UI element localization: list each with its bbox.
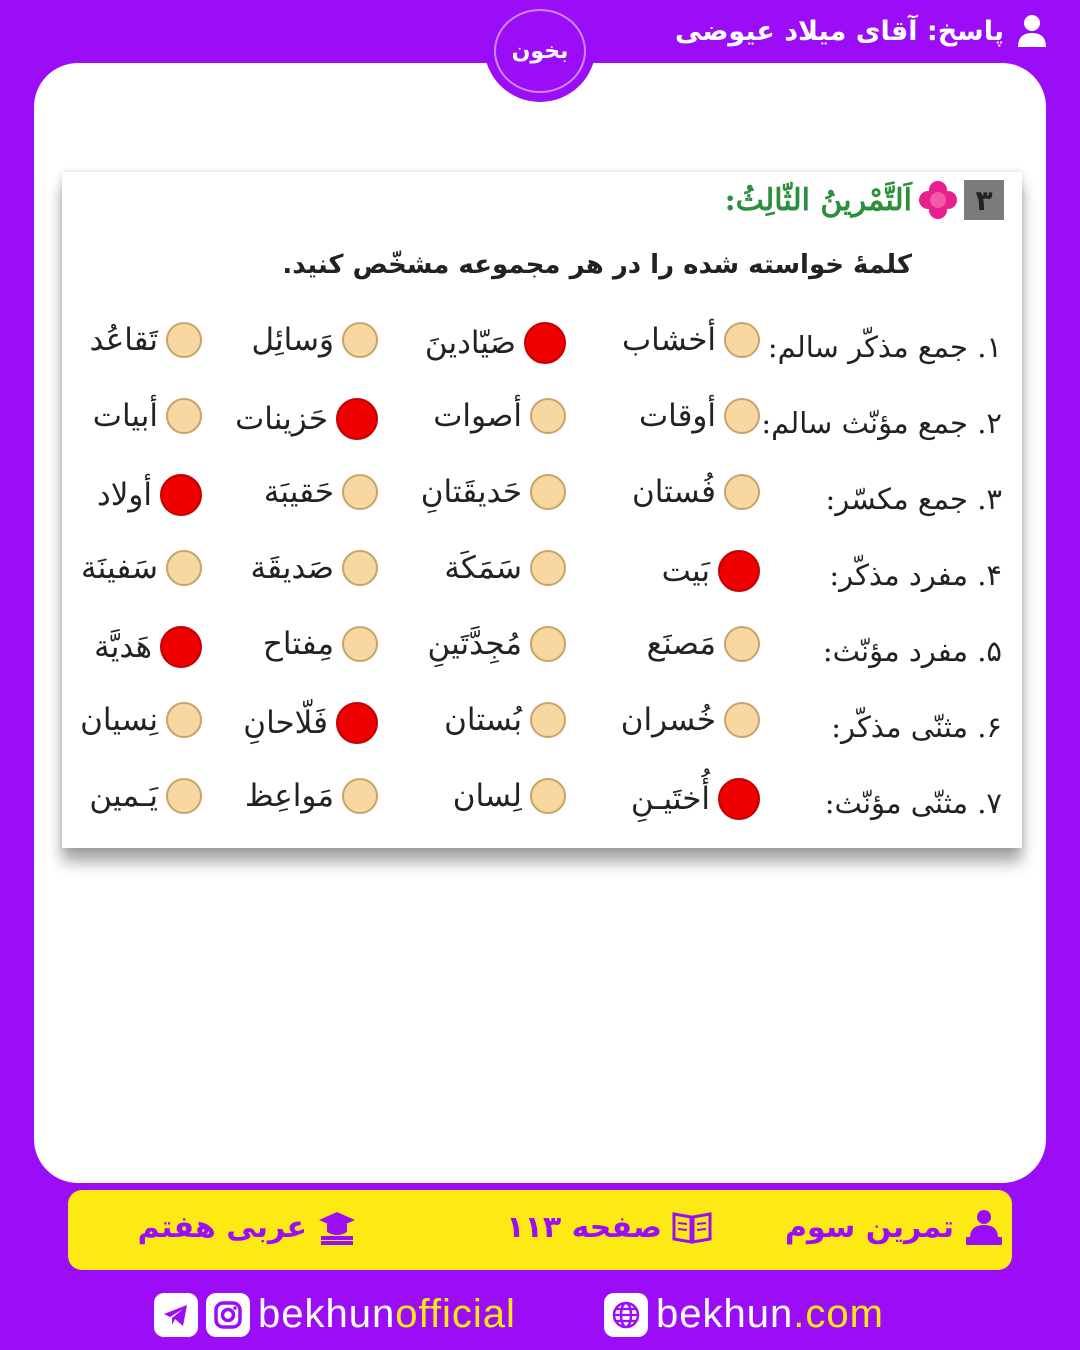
row-label: ۱. جمع مذکّر سالم:	[767, 330, 1002, 364]
radio-unselected[interactable]	[724, 474, 760, 510]
option-text: بُستان	[444, 702, 522, 738]
answer-option[interactable]	[263, 626, 378, 662]
user-icon	[1016, 14, 1048, 48]
social-handle-text: bekhunofficial	[258, 1292, 516, 1336]
option-text: وَسائِل	[251, 322, 334, 358]
option-text: حَزینات	[235, 401, 328, 437]
radio-unselected[interactable]	[342, 322, 378, 358]
option-text: لِسان	[452, 778, 522, 814]
row-label: ۳. جمع مکسّر:	[825, 482, 1002, 516]
radio-unselected[interactable]	[166, 550, 202, 586]
logo	[494, 9, 586, 93]
option-text: أُختَیـنِ	[630, 781, 710, 817]
answer-option[interactable]	[252, 322, 379, 358]
radio-unselected[interactable]	[724, 322, 760, 358]
graduation-icon	[317, 1208, 357, 1246]
answer-option[interactable]	[264, 474, 378, 510]
radio-unselected[interactable]	[530, 626, 566, 662]
radio-unselected[interactable]	[724, 702, 760, 738]
instruction: کلمهٔ خواسته شده را در هر مجموعه مشخّص کنید.	[282, 250, 912, 280]
radio-selected[interactable]	[718, 550, 760, 592]
author-text: پاسخ: آقای میلاد عیوضی	[675, 15, 1004, 47]
radio-unselected[interactable]	[166, 702, 202, 738]
website-link[interactable]	[604, 1292, 884, 1337]
option-text: فَلّاحانِ	[243, 705, 328, 741]
globe-icon	[604, 1293, 648, 1337]
row-label: ۴. مفرد مذکّر:	[829, 558, 1002, 592]
exercise-row	[62, 474, 1022, 534]
option-text: تَقاعُد	[89, 322, 158, 358]
author-line	[675, 14, 1048, 48]
option-text: خُسران	[620, 702, 716, 738]
option-text: حَقیبَة	[263, 474, 334, 510]
exercise-row	[62, 626, 1022, 686]
info-subject-text: عربی هفتم	[137, 1209, 307, 1245]
teacher-icon	[964, 1208, 1004, 1246]
radio-selected[interactable]	[718, 778, 760, 820]
answer-option[interactable]	[81, 550, 202, 586]
option-text: مُجِدَّتَینِ	[427, 626, 522, 662]
logo-text: بخون	[511, 38, 569, 64]
instagram-icon[interactable]	[206, 1293, 250, 1337]
exercise-heading	[725, 180, 1004, 220]
exercise-row	[62, 778, 1022, 838]
answer-option[interactable]	[89, 778, 202, 814]
exercise-title: اَلتَّمْرینُ الثّالِثُ:	[724, 182, 912, 218]
option-text: نِسیان	[80, 702, 158, 738]
answer-option[interactable]	[647, 626, 760, 662]
info-page	[506, 1208, 712, 1246]
row-label: ۵. مفرد مؤنّث:	[822, 634, 1002, 668]
radio-unselected[interactable]	[530, 702, 566, 738]
radio-unselected[interactable]	[342, 550, 378, 586]
answer-option[interactable]	[621, 702, 760, 738]
exercise-number: ۳	[964, 180, 1004, 220]
option-text: سَفینَة	[81, 550, 158, 586]
option-text: سَمَکَة	[444, 550, 522, 586]
option-text: أبیات	[92, 398, 158, 434]
info-exercise-text: تمرین سوم	[784, 1209, 954, 1245]
answer-option[interactable]	[250, 550, 378, 586]
option-text: فُستان	[631, 474, 716, 510]
radio-unselected[interactable]	[530, 778, 566, 814]
radio-unselected[interactable]	[166, 778, 202, 814]
answer-option[interactable]	[94, 626, 202, 668]
answer-option[interactable]	[97, 474, 202, 516]
radio-selected[interactable]	[524, 322, 566, 364]
answer-option[interactable]	[235, 398, 378, 440]
option-text: یَـمین	[89, 778, 158, 814]
social-handle[interactable]	[154, 1292, 516, 1337]
answer-option[interactable]	[433, 398, 566, 434]
row-label: ۶. مثنّی مذکّر:	[831, 710, 1002, 744]
info-bar	[68, 1190, 1012, 1270]
option-text: مَصنَع	[646, 626, 716, 662]
radio-unselected[interactable]	[530, 398, 566, 434]
exercise-row	[62, 398, 1022, 458]
option-text: أوقات	[638, 398, 716, 434]
answer-option[interactable]	[444, 550, 566, 586]
answer-option[interactable]	[444, 702, 566, 738]
answer-option[interactable]	[662, 550, 760, 592]
exercise-row	[62, 322, 1022, 382]
answer-option[interactable]	[631, 778, 760, 820]
info-subject	[138, 1208, 357, 1246]
info-page-text: صفحه ۱۱۳	[506, 1209, 662, 1245]
info-exercise	[785, 1208, 1004, 1246]
option-text: هَدیَّة	[94, 629, 152, 665]
answer-option[interactable]	[622, 322, 760, 358]
exercise-sheet	[62, 172, 1022, 848]
option-text: أولاد	[96, 477, 152, 513]
radio-unselected[interactable]	[342, 778, 378, 814]
option-text: بَیت	[661, 553, 710, 589]
website-text: bekhun.com	[656, 1292, 884, 1336]
option-text: أصوات	[433, 398, 522, 434]
option-text: حَدیقَتانِ	[420, 474, 522, 510]
radio-unselected[interactable]	[166, 398, 202, 434]
exercise-row	[62, 702, 1022, 762]
radio-unselected[interactable]	[342, 474, 378, 510]
row-label: ۲. جمع مؤنّث سالم:	[761, 406, 1002, 440]
answer-option[interactable]	[632, 474, 760, 510]
answer-option[interactable]	[89, 322, 202, 358]
footer	[0, 1288, 1080, 1348]
answer-option[interactable]	[243, 702, 378, 744]
option-text: مِفتاح	[262, 626, 334, 662]
radio-unselected[interactable]	[724, 398, 760, 434]
answer-option[interactable]	[428, 626, 566, 662]
answer-option[interactable]	[453, 778, 566, 814]
radio-unselected[interactable]	[724, 626, 760, 662]
radio-selected[interactable]	[336, 398, 378, 440]
exercise-row	[62, 550, 1022, 610]
radio-unselected[interactable]	[166, 322, 202, 358]
answer-option[interactable]	[425, 322, 566, 364]
answer-option[interactable]	[639, 398, 760, 434]
radio-selected[interactable]	[160, 474, 202, 516]
answer-option[interactable]	[245, 778, 378, 814]
option-text: صَیّادینَ	[424, 325, 516, 361]
answer-option[interactable]	[93, 398, 202, 434]
telegram-icon[interactable]	[154, 1293, 198, 1337]
answer-option[interactable]	[421, 474, 566, 510]
radio-selected[interactable]	[336, 702, 378, 744]
option-text: أخشاب	[621, 322, 716, 358]
book-icon	[672, 1208, 712, 1246]
radio-selected[interactable]	[160, 626, 202, 668]
radio-unselected[interactable]	[342, 626, 378, 662]
answer-option[interactable]	[80, 702, 202, 738]
row-label: ۷. مثنّی مؤنّث:	[824, 786, 1002, 820]
radio-unselected[interactable]	[530, 474, 566, 510]
option-text: صَدیقَة	[250, 550, 334, 586]
radio-unselected[interactable]	[530, 550, 566, 586]
option-text: مَواعِظ	[244, 778, 334, 814]
flower-icon	[918, 180, 958, 220]
